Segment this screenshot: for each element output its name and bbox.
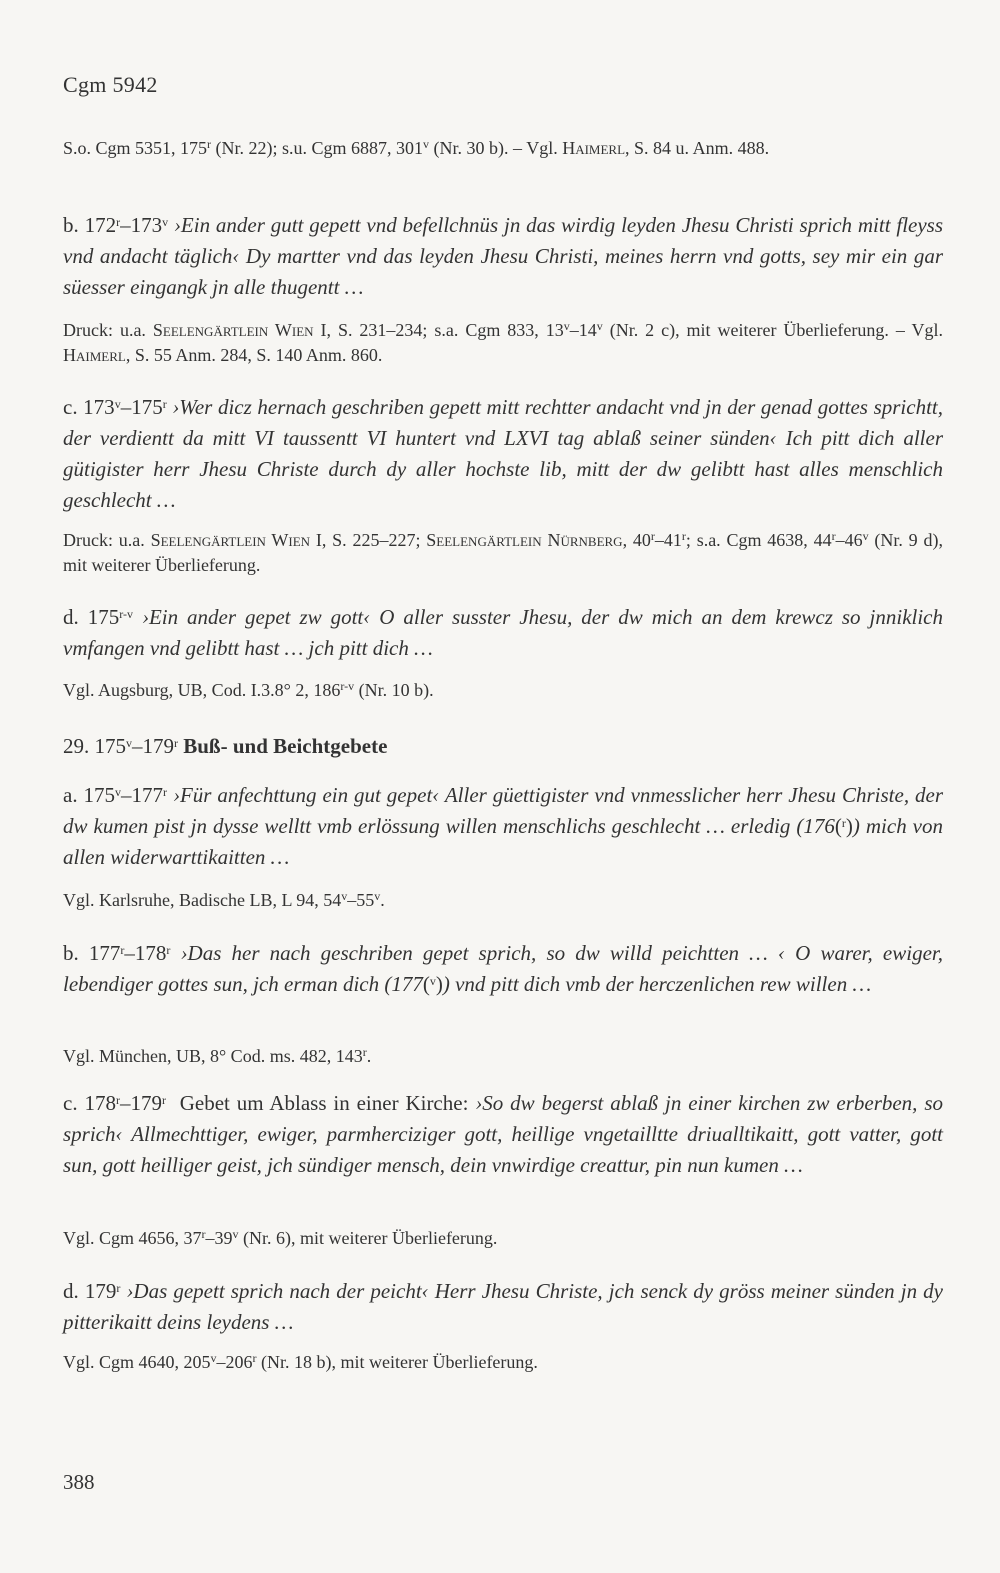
entry-29a: a. 175$^v$–177$^r$ ›Für anfechttung ein gut gepet‹ Aller güettigister vnd vnmesslicher herr Jhesu Christe, der dw kumen pist jn dysse welltt vmb erlössung willen menschlichs geschlecht … erledig (176($^r$)) mich von allen widerwarttikaitten … [63,783,944,869]
note-28c: Druck: u.a. Seelengärtlein Wien I, S. 225–227; Seelengärtlein Nürnberg, 40$^r$–41$^r$; s.a. Cgm 4638, 44$^r$–46$^v$ (Nr. 9 d), mit weiterer Überlieferung. [63,529,943,575]
entry-29c: c. 178$^r$–179$^r$ Gebet um Ablass in einer Kirche: ›So dw begerst ablaß jn einer kirchen zw erberben, so sprich‹ Allmechttiger, ewiger, parmherciziger gott, heillige vngetailltte driualltikaitt, gott vatter, gott sun, gott heilliger geist, jch sündiger mensch, dein vnwirdige creattur, pin nun kumen … [63,1091,943,1177]
note-29a: Vgl. Karlsruhe, Badische LB, L 94, 54$^v$–55$^v$. [63,889,385,910]
note-29d: Vgl. Cgm 4640, 205$^v$–206$^r$ (Nr. 18 b), mit weiterer Überlieferung. [63,1351,538,1372]
note-28d: Vgl. Augsburg, UB, Cod. I.3.8° 2, 186$^{r-v}$ (Nr. 10 b). [63,679,434,700]
entry-28b: b. 172$^r$–173$^v$ ›Ein ander gutt gepett vnd befellchnüs jn das wirdig leyden Jhesu Christi sprich mitt fleyss vnd andacht täglich‹ Dy martter vnd das leyden Jhesu Christi, meines herrn vnd gotts, sey mir ein gar süesser eingangk jn alle thugentt … [63,213,944,299]
entry-28d: d. 175$^{r-v}$ ›Ein ander gepet zw gott‹ O aller susster Jhesu, der dw mich an dem krewcz so jnniklich vmfangen vnd gelibtt hast … jch pitt dich … [63,605,944,660]
note-28b: Druck: u.a. Seelengärtlein Wien I, S. 231–234; s.a. Cgm 833, 13$^v$–14$^v$ (Nr. 2 c), mit weiterer Überlieferung. – Vgl. Haimerl, S. 55 Anm. 284, S. 140 Anm. 860. [63,319,943,365]
section-heading-29: 29. 175$^v$–179$^r$ Buß- und Beichtgebete [63,734,388,758]
page-number: 388 [63,1470,95,1494]
running-head: Cgm 5942 [63,72,158,97]
entry-29b: b. 177$^r$–178$^r$ ›Das her nach geschriben gepet sprich, so dw willd peichtten … ‹ O warer, ewiger, lebendiger gottes sun, jch erman dich (177($^v$)) vnd pitt dich vmb der herczenlichen rew willen … [63,941,943,996]
entry-29d: d. 179$^r$ ›Das gepett sprich nach der peicht‹ Herr Jhesu Christe, jch senck dy gröss meiner sünden jn dy pitterikaitt deins leydens … [63,1279,943,1334]
entry-28c: c. 173$^v$–175$^r$ ›Wer dicz hernach geschriben gepett mitt rechtter andacht vnd jn der genad gottes sprichtt, der verdientt da mitt VI taussentt VI huntert vnd LXVI tag ablaß seiner sünden‹ Ich pitt dich aller gütigister herr Jhesu Christe durch dy aller hochste lib, mitt der dw gelibtt hast alles menschlich geschlecht … [63,395,943,512]
note-29b: Vgl. München, UB, 8° Cod. ms. 482, 143$^r$. [63,1045,372,1066]
note-29c: Vgl. Cgm 4656, 37$^r$–39$^v$ (Nr. 6), mit weiterer Überlieferung. [63,1227,498,1248]
intro-note: S.o. Cgm 5351, 175$^r$ (Nr. 22); s.u. Cgm 6887, 301$^v$ (Nr. 30 b). – Vgl. Haimerl, S. 84 u. Anm. 488. [63,137,770,158]
